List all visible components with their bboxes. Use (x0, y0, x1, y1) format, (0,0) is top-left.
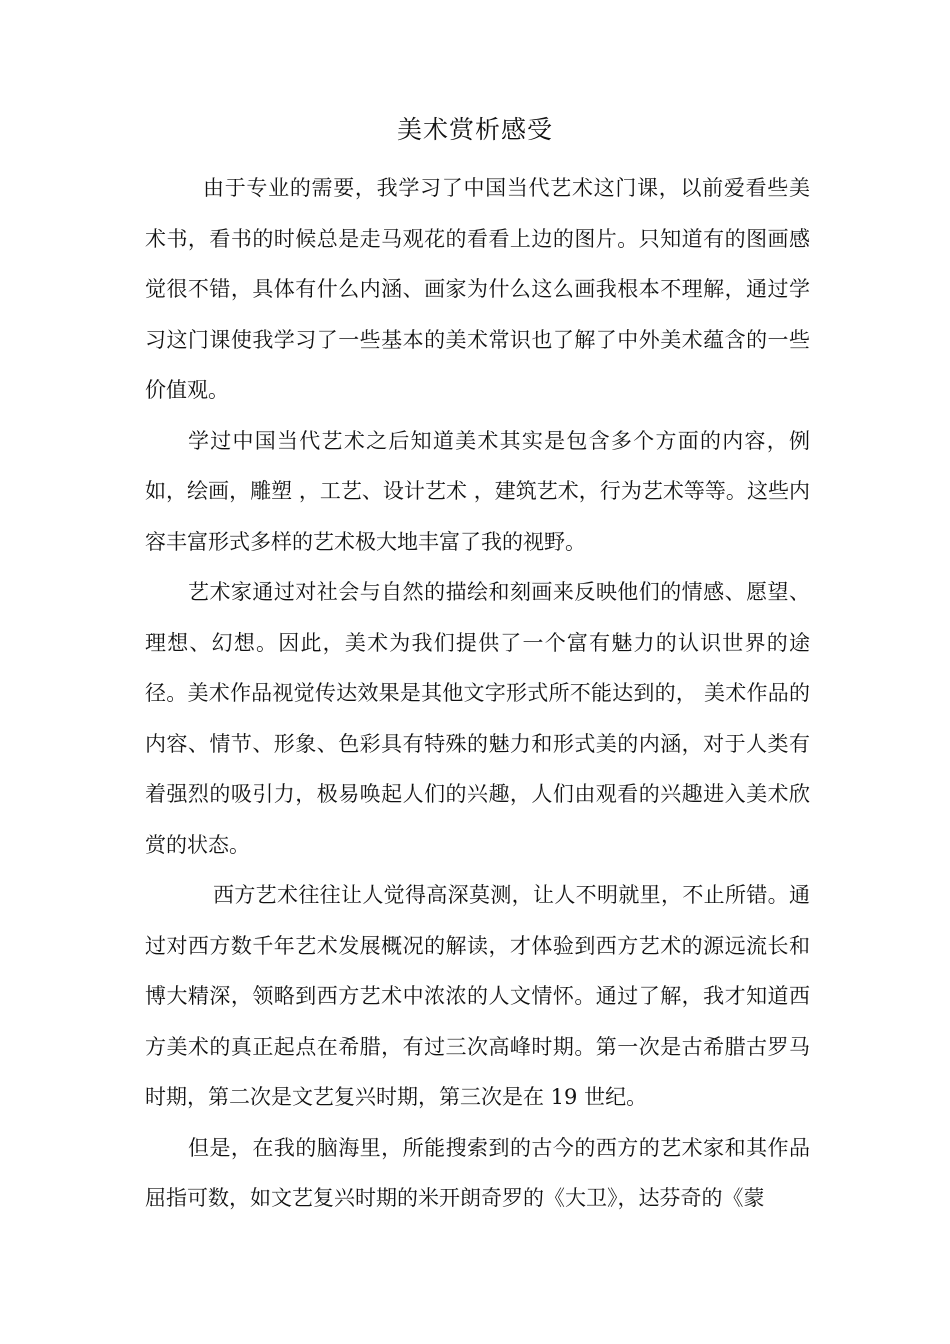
paragraph-3: 艺术家通过对社会与自然的描绘和刻画来反映他们的情感、愿望、理想、幻想。因此，美术为我们提供了一个富有魅力的认识世界的途径。美术作品视觉传达效果是其他文字形式所不能达到的， 美术作品的内容、情节、形象、色彩具有特殊的魅力和形式美的内涵，对于人类有着强烈的吸引力，极易唤起人们的兴趣，人们由观看的兴趣进入美术欣赏的状态。 (145, 580, 810, 857)
paragraph-4: 西方艺术往往让人觉得高深莫测，让人不明就里，不止所错。通过对西方数千年艺术发展概况的解读，才体验到西方艺术的源远流长和博大精深，领略到西方艺术中浓浓的人文情怀。通过了解，我才知道西方美术的真正起点在希腊，有过三次高峰时期。第一次是古希腊古罗马时期，第二次是文艺复兴时期，第三次是在 19 世纪。 (145, 883, 810, 1109)
paragraph-5: 但是，在我的脑海里，所能搜索到的古今的西方的艺术家和其作品屈指可数，如文艺复兴时期的米开朗奇罗的《大卫》，达芬奇的《蒙 (145, 1135, 810, 1210)
document-body (145, 163, 810, 1224)
document-title: 美术赏析感受 (396, 115, 553, 144)
paragraph-1: 由于专业的需要，我学习了中国当代艺术这门课，以前爱看些美术书，看书的时候总是走马观花的看看上边的图片。只知道有的图画感觉很不错，具体有什么内涵、画家为什么这么画我根本不理解，通过学习这门课使我学习了一些基本的美术常识也了解了中外美术蕴含的一些价值观。 (145, 176, 810, 402)
paragraph-2: 学过中国当代艺术之后知道美术其实是包含多个方面的内容，例如，绘画，雕塑 ，工艺、设计艺术 ，建筑艺术，行为艺术等等。这些内容丰富形式多样的艺术极大地丰富了我的视野。 (145, 428, 810, 554)
